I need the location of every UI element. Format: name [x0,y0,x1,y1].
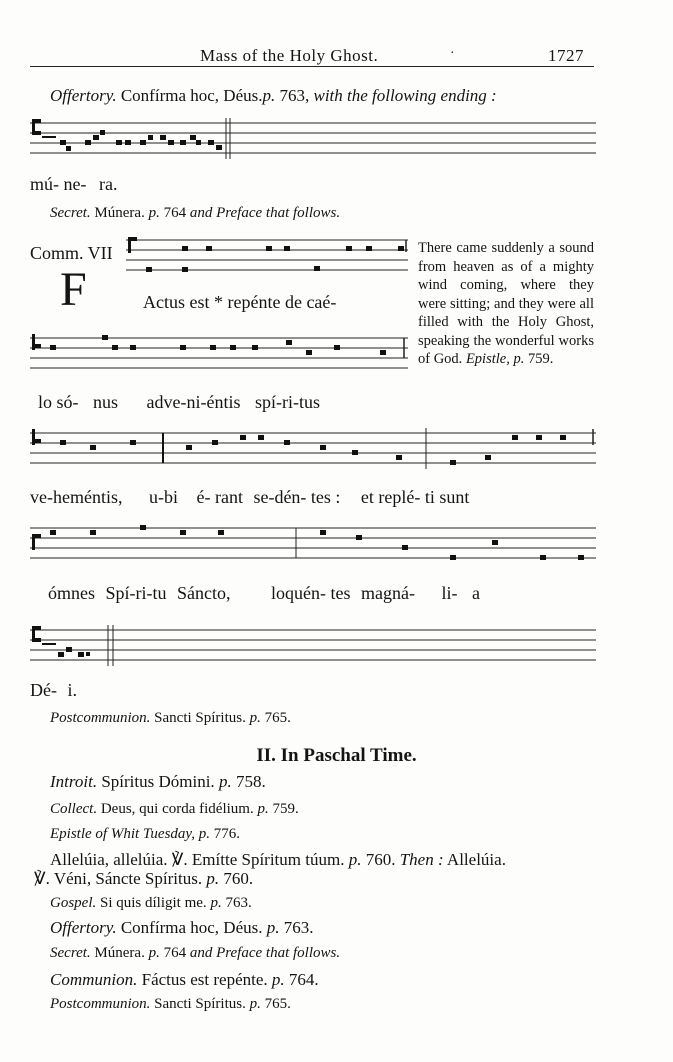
alleluia-p2: p. [206,869,220,888]
secret-p-2: p. [148,945,160,961]
secret-text-2: Múnera. [90,945,145,961]
epistle-line [50,826,240,843]
offertory-text: Confírma hoc, Déus. [116,86,263,105]
lyric-line-2 [38,392,408,413]
introit-p: p. [218,772,232,791]
lyric: adve-ni-éntis [146,392,241,412]
postcommunion-label-2: Postcommunion. [50,996,151,1012]
alleluia-p: p. [348,850,362,869]
chant-staff-2 [126,234,408,278]
postcommunion-line [50,996,291,1013]
lyric: ve-heméntis, [30,487,123,507]
communion-first-line: Actus est * repénte de caé- [143,292,337,312]
gospel-text: Si quis díligit me. [96,895,207,911]
alleluia-text: Allelúia, allelúia. ℣. Emítte Spíritum túum. [50,850,345,869]
communion-line [50,970,319,990]
translation-ref: 759. [524,351,554,367]
chant-staff-1 [30,115,596,165]
communion-label-2: Communion. [50,970,138,989]
section-title: II. In Paschal Time. [256,745,417,766]
chant-staff-5 [30,520,596,572]
alleluia-ref: 760. [361,850,400,869]
communion-ref-2: 764. [284,970,319,989]
epistle-p: p. [198,826,210,842]
chant-staff-4 [30,425,596,475]
introit-label: Introit. [50,772,98,791]
alleluia-ref2: 760. [219,869,254,888]
offertory-p-2: p. [266,918,280,937]
gospel-label: Gospel. [50,895,97,911]
secret-line [50,945,340,962]
secret-ref-2: 764 [159,945,190,961]
secret-tail-2: and Preface that follows. [189,945,341,961]
postcommunion-rubric [50,710,291,727]
introit-ref: 758. [231,772,266,791]
secret-label: Secret. [50,205,91,221]
lyric-line-1 [30,174,117,195]
postcommunion-text: Sancti Spíritus. [150,710,246,726]
lyric: Sáncto, [177,583,231,603]
offertory-p: p. [262,86,276,105]
collect-text: Deus, qui corda fidélium. [97,801,254,817]
secret-tail: and Preface that follows. [189,205,341,221]
offertory-tail: with the following ending : [313,86,497,105]
secret-label-2: Secret. [50,945,91,961]
collect-label: Collect. [50,801,98,817]
lyric-line-5 [30,680,77,701]
lyric-line-3 [30,487,596,508]
epistle-label: Epistle of Whit Tuesday, [50,826,195,842]
offertory-rubric [50,86,497,106]
collect-ref: 759. [268,801,299,817]
alleluia-verse: ℣. Véni, Sáncte Spíritus. [34,869,203,888]
chant-staff-3 [30,330,408,378]
postcommunion-text-2: Sancti Spíritus. [150,996,246,1012]
translation-ref-label: Epistle, p. [465,351,525,367]
secret-rubric [50,205,340,222]
alleluia-tail: Allelúia. [443,850,506,869]
chant-staff-6 [30,622,596,668]
offertory-line [50,918,313,938]
communion-text-2: Fáctus est repénte. [137,970,268,989]
lyric: mú- ne- [30,174,87,194]
postcommunion-p-2: p. [249,996,261,1012]
lyric: loquén- tes [271,583,351,603]
lyric: ra. [98,174,118,194]
communion-p-2: p. [271,970,285,989]
offertory-ref: 763, [275,86,314,105]
offertory-label-2: Offertory. [50,918,117,937]
lyric: Spí-ri-tu [105,583,167,603]
alleluia-then: Then : [399,850,444,869]
offertory-text-2: Confírma hoc, Déus. [116,918,263,937]
collect-line [50,801,299,818]
epistle-ref: 776. [210,826,240,842]
postcommunion-label: Postcommunion. [50,710,151,726]
running-title: Mass of the Holy Ghost. [200,46,379,65]
header-dot: · [450,46,455,61]
collect-p: p. [257,801,269,817]
translation-text: There came suddenly a sound from heaven as of a mighty wind coming, where they were sitting; and they were all filled with the Holy Ghost, speaking the wonderful works of God. [418,240,594,367]
alleluia-line-1 [50,850,506,870]
alleluia-line-2 [34,869,253,889]
initial-letter: F [60,263,87,316]
lyric: lo só- [38,392,79,412]
lyric: spí-ri-tus [254,392,320,412]
lyric: i. [67,680,77,700]
secret-text: Múnera. [90,205,145,221]
gospel-ref: 763. [221,895,252,911]
gospel-p: p. [210,895,222,911]
lyric: et replé- ti sunt [360,487,470,507]
lyric: u-bi [148,487,178,507]
lyric: li- [441,583,458,603]
offertory-label: Offertory. [50,86,117,105]
lyric: nus [93,392,119,412]
introit-line [50,772,266,792]
secret-ref: 764 [159,205,190,221]
translation-note [418,239,594,369]
lyric: é- rant [196,487,243,507]
postcommunion-ref-2: 765. [260,996,291,1012]
lyric: se-dén- tes : [253,487,341,507]
introit-text: Spíritus Dómini. [97,772,215,791]
postcommunion-p: p. [249,710,261,726]
postcommunion-ref: 765. [260,710,291,726]
secret-p: p. [148,205,160,221]
lyric: a [471,583,480,603]
gospel-line [50,895,252,912]
page-number: 1727 [548,46,584,65]
communion-label: Comm. VII [30,243,113,263]
lyric-line-4 [48,583,596,604]
lyric: magná- [360,583,415,603]
lyric: ómnes [48,583,95,603]
lyric: Dé- [30,680,57,700]
offertory-ref-2: 763. [279,918,314,937]
